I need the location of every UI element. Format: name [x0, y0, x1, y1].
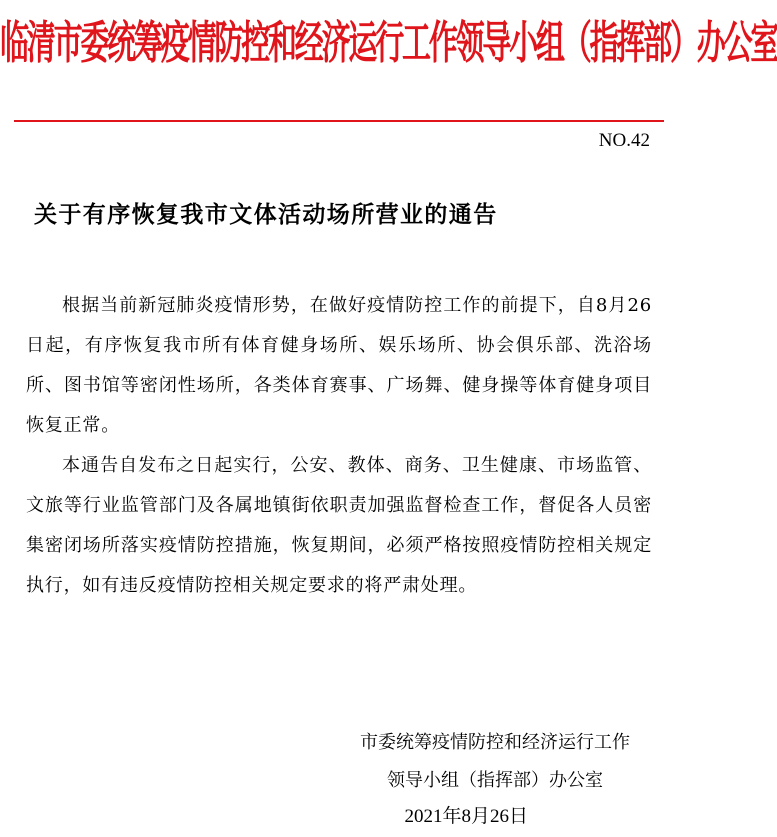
issuer-name-line-2: 领导小组（指挥部）办公室 — [387, 770, 603, 791]
body-paragraph-2: 本通告自发布之日起实行，公安、教体、商务、卫生健康、市场监管、文旅等行业监管部门及各属地镇街依职责加强监督检查工作，督促各人员密集密闭场所落实疫情防控措施，恢复期间，必须严格按照疫情防控相关规定执行，如有违反疫情防控相关规定要求的将严肃处理。 — [26, 455, 652, 596]
masthead-title: 临清市委统筹疫情防控和经济运行工作领导小组（指挥部）办公室 — [0, 16, 777, 69]
issue-date: 2021年8月26日 — [404, 806, 528, 827]
issuer-name-line-1: 市委统筹疫情防控和经济运行工作 — [360, 732, 630, 753]
red-divider-line — [14, 120, 664, 122]
document-number: NO.42 — [598, 130, 650, 151]
issuer-signature — [360, 724, 630, 800]
document-body — [26, 286, 652, 606]
body-paragraph-1: 根据当前新冠肺炎疫情形势，在做好疫情防控工作的前提下，自8月26日起，有序恢复我市所有体育健身场所、娱乐场所、协会俱乐部、洗浴场所、图书馆等密闭性场所，各类体育赛事、广场舞、健身操等体育健身项目恢复正常。 — [26, 295, 652, 436]
document-title: 关于有序恢复我市文体活动场所营业的通告 — [34, 202, 498, 228]
